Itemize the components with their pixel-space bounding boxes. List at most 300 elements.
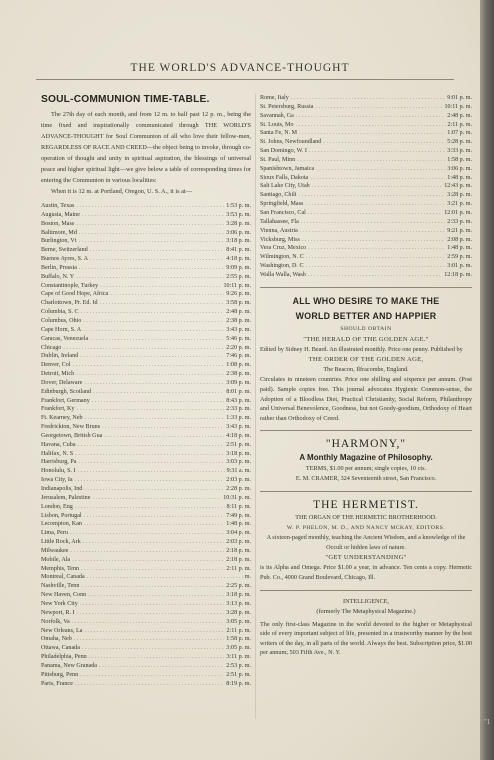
timetable-row [41, 520, 251, 529]
herald-name: "THE HERALD OF THE GOLDEN AGE." [303, 335, 429, 343]
place-name: San Domingo, W. I [260, 148, 307, 155]
local-time: 8:41 p. m. [226, 247, 251, 254]
local-time: 2:55 p. m. [226, 273, 251, 280]
leader-dots [306, 262, 446, 271]
leader-dots [81, 565, 224, 574]
timetable-row [260, 103, 472, 112]
local-time: 2:51 p. m. [226, 671, 251, 678]
timetable-row [41, 485, 251, 494]
hermetist-quote: "GET UNDERSTANDING" [325, 554, 407, 562]
page-edge-shadow [480, 0, 494, 760]
local-time: 2:38 p. m. [226, 317, 251, 324]
timetable-row [260, 182, 472, 191]
local-time: 2:20 p. m. [226, 344, 251, 351]
local-time: 5:46 p. m. [226, 335, 251, 342]
leader-dots [85, 414, 225, 423]
timetable-row [260, 112, 472, 121]
timetable-row [41, 653, 251, 662]
timetable-row [41, 414, 251, 423]
local-time: 1:07 p. m. [447, 130, 472, 137]
timetable-row [41, 662, 251, 671]
timetable-row [41, 635, 251, 644]
place-name: Norfolk, Va [41, 618, 70, 625]
leader-dots [76, 220, 224, 229]
leader-dots [84, 512, 225, 521]
timetable-row [41, 379, 251, 388]
timetable-row [41, 582, 251, 591]
timetable-row [260, 200, 472, 209]
hermetist-desc: A sixteen-paged monthly, teaching the Ancient Wisdom, and a knowledge of the Occult or hidden laws of nature. [266, 534, 466, 551]
timetable-intro-2: When it is 12 m. at Portland, Oregon, U. S. A., it is at— [51, 188, 192, 195]
local-time: 2:48 p. m. [447, 112, 472, 119]
harmony-subtitle: A Monthly Magazine of Philosophy. [299, 453, 433, 463]
leader-dots [81, 582, 224, 591]
leader-dots [78, 441, 225, 450]
place-name: New Haven, Conn [41, 592, 87, 599]
local-time: 2:33 p. m. [226, 406, 251, 413]
timetable-row [41, 246, 251, 255]
timetable-row [41, 547, 251, 556]
place-name: Vera Cruz, Mexico [260, 245, 307, 252]
place-name: Dover, Delaware [41, 379, 83, 386]
place-name: Chicago [41, 344, 62, 351]
leader-dots [78, 467, 225, 476]
herald-order: THE ORDER OF THE GOLDEN AGE, [308, 356, 424, 364]
place-name: Savannah, Ga [260, 112, 294, 119]
timetable-row [41, 388, 251, 397]
place-name: Philadelphia, Penn [41, 654, 87, 661]
local-time: 1:58 p. m. [447, 156, 472, 163]
local-time: 3:43 p. m. [226, 326, 251, 333]
leader-dots [83, 538, 225, 547]
place-name: Lecompton, Kan [41, 521, 82, 528]
timetable-row [41, 538, 251, 547]
leader-dots [70, 529, 224, 538]
place-name: Buenos Ayres, S. A [41, 256, 89, 263]
leader-dots [90, 335, 224, 344]
herald-address: The Beacon, Ilfracombe, England. [323, 366, 409, 374]
place-name: Iowa City, Ia [41, 477, 73, 484]
timetable-row [260, 94, 472, 103]
local-time: 3:53 p. m. [226, 211, 251, 218]
place-name: St. Johns, Newfoundland [260, 139, 322, 146]
local-time: 9:09 p. m. [226, 264, 251, 271]
local-time: 12:01 p. m. [444, 209, 472, 216]
place-name: Harrisburg, Pa [41, 459, 77, 466]
section-rule [260, 590, 472, 591]
leader-dots [100, 299, 225, 308]
local-time: 2:18 p. m. [226, 547, 251, 554]
leader-dots [312, 182, 443, 191]
place-name: Frankfort, Germany [41, 397, 90, 404]
local-time: 10:11 p. m. [223, 282, 251, 289]
local-time: 2:03 p. m. [226, 539, 251, 546]
leader-dots [76, 202, 224, 211]
timetable-row [41, 503, 251, 512]
harmony-publisher: E. M. CRAMER, 324 Seventeenth street, San Francisco. [295, 475, 437, 483]
timetable-row [41, 450, 251, 459]
local-time: 3:43 p. m. [226, 424, 251, 431]
place-name: Burlington, Vt [41, 238, 77, 245]
leader-dots [308, 244, 445, 253]
place-name: Sioux Falls, Dakota [260, 174, 309, 181]
section-rule [260, 287, 472, 288]
place-name: Charlottown, Pr. Ed. Id [41, 300, 98, 307]
timetable-row [41, 220, 251, 229]
place-name: St. Louis, Mo [260, 121, 294, 128]
timetable-row [260, 129, 472, 138]
place-name: Ottawa, Canada [41, 645, 80, 652]
local-time: 3:28 p. m. [226, 220, 251, 227]
local-time: 9:01 p. m. [447, 95, 472, 101]
place-name: Pittsburg, Penn [41, 671, 79, 678]
local-time: 4:18 p. m. [226, 432, 251, 439]
place-name: Little Rock, Ark [41, 539, 81, 546]
timetable-row [41, 282, 251, 291]
place-name: Santa Fe, N. M [260, 130, 298, 137]
local-time: 2:28 p. m. [226, 486, 251, 492]
leader-dots [82, 211, 224, 220]
place-name: Georgetown, British Gua [41, 432, 103, 439]
leader-dots [84, 379, 224, 388]
leader-dots [323, 138, 445, 147]
timetable-row [260, 165, 472, 174]
place-name: London, Eng [41, 503, 73, 510]
timetable-row [41, 556, 251, 565]
timetable-row [41, 361, 251, 370]
hermetist-body: is its Alpha and Omega. Price $1.00 a year, in advance. Ten cents a copy. Hermetic Pub. Co., 4000 Grand Boulevard, Chicago, Ill. [260, 564, 472, 582]
timetable-intro: The 27th day of each month, and from 12 m. to half past 12 p. m., being the time fixed and inspirationally communicated through THE WORLD'S ADVANCE-THOUGHT for Soul Communion of all who love their fellow-men, REGARDLESS OF RACE AND CREED—the object being to invoke, through co-operation of thought and unity in spiritual aspiration, the blessings of universal peace and higher spiritual light—we give below a table of corresponding times for entering the Communion in various localities: [41, 111, 251, 184]
timetable-row [41, 467, 251, 476]
leader-dots [316, 165, 445, 174]
place-name: Fredrickton, New Bruns [41, 424, 101, 431]
local-time: 9:21 p. m. [447, 227, 472, 234]
timetable-row [41, 458, 251, 467]
place-name: Rome, Italy [260, 95, 289, 101]
leader-dots [92, 397, 225, 406]
leader-dots [75, 476, 225, 485]
timetable-row [41, 529, 251, 538]
leader-dots [297, 156, 445, 165]
timetable-row [41, 370, 251, 379]
right-column [260, 94, 472, 658]
local-time: 2:53 p. m. [226, 662, 251, 669]
place-name: Indianapolis, Ind [41, 486, 83, 492]
place-name: Baltimore, Md [41, 229, 77, 236]
local-time: 3:28 p. m. [226, 609, 251, 616]
timetable-row [260, 209, 472, 218]
local-time: 3:58 p. m. [226, 300, 251, 307]
local-time: 1:53 p. m. [226, 203, 251, 209]
local-time: 3:06 p. m. [226, 229, 251, 236]
local-time: 3:03 p. m. [226, 459, 251, 466]
local-time: 2:18 p. m. [226, 556, 251, 563]
timetable-row [260, 244, 472, 253]
timetable-row [41, 264, 251, 273]
leader-dots [305, 200, 445, 209]
timetable-list-right [260, 94, 472, 280]
place-name: Memphis, Tenn [41, 565, 80, 572]
leader-dots [83, 326, 224, 335]
timetable-row [41, 211, 251, 220]
local-time: 3:18 p. m. [226, 450, 251, 457]
timetable-row [41, 680, 251, 689]
timetable-row [41, 618, 251, 627]
timetable-row [41, 237, 251, 246]
leader-dots [80, 671, 224, 680]
leader-dots [80, 600, 225, 609]
timetable-row [41, 290, 251, 299]
local-time: 12:18 p. m. [444, 271, 472, 278]
timetable-row [41, 432, 251, 441]
timetable-row [41, 565, 251, 574]
leader-dots [84, 485, 224, 494]
local-time: 2:48 p. m. [226, 309, 251, 316]
leader-dots [87, 573, 243, 582]
leader-dots [88, 591, 224, 600]
hermetist-advertisement [260, 498, 472, 582]
place-name: Walla Walla, Wash [260, 271, 306, 278]
leader-dots [77, 405, 225, 414]
place-name: Vicksburg, Miss [260, 236, 300, 243]
place-name: Havana, Cuba [41, 441, 76, 448]
leader-dots [75, 503, 225, 512]
place-name: Boston, Mass [41, 220, 75, 227]
local-time: 2:33 p. m. [447, 218, 472, 225]
local-time: 3:09 p. m. [226, 379, 251, 386]
place-name: Ft. Kearney, Neb [41, 415, 83, 422]
leader-dots [92, 494, 221, 503]
place-name: Columbus, Ohio [41, 317, 82, 324]
leader-dots [80, 352, 224, 361]
place-name: Columbia, S. C [41, 309, 79, 316]
leader-dots [74, 635, 224, 644]
place-name: Constantinople, Turkey [41, 282, 99, 289]
place-name: St. Paul, Minn [260, 156, 296, 163]
leader-dots [84, 627, 224, 636]
herald-should-obtain: SHOULD OBTAIN [340, 325, 392, 332]
local-time: 3:28 p. m. [447, 192, 472, 199]
place-name: Berne, Switzerland [41, 247, 88, 254]
leader-dots [77, 609, 225, 618]
timetable-row [260, 262, 472, 271]
place-name: Omaha, Neb [41, 636, 72, 643]
leader-dots [84, 520, 224, 529]
timetable-row [41, 644, 251, 653]
leader-dots [308, 209, 442, 218]
leader-dots [99, 662, 224, 671]
leader-dots [310, 174, 445, 183]
timetable-row [260, 174, 472, 183]
leader-dots [81, 308, 225, 317]
place-name: Dublin, Ireland [41, 353, 79, 360]
place-name: Paris, France [41, 680, 73, 687]
herald-title-line2: WORLD BETTER AND HAPPIER [295, 310, 437, 321]
timetable-row [260, 227, 472, 236]
place-name: Buffalo, N. Y [41, 273, 75, 280]
local-time: 9:26 p. m. [226, 291, 251, 298]
herald-advertisement [260, 294, 472, 424]
place-name: Montreal, Canada [41, 574, 85, 581]
local-time: 12:43 p. m. [444, 183, 472, 190]
timetable-row [41, 299, 251, 308]
timetable-row [41, 317, 251, 326]
local-time: 7:46 p. m. [226, 353, 251, 360]
timetable-row [41, 273, 251, 282]
local-time: 2:11 p. m. [447, 121, 472, 128]
local-time: 3:11 p. m. [226, 654, 251, 661]
place-name: Augusta, Maine [41, 211, 80, 218]
place-name: Panama, New Granada [41, 662, 98, 669]
local-time: 3:04 p. m. [226, 530, 251, 537]
local-time: 10:11 p. m. [444, 103, 472, 110]
place-name: Caracas, Venezuela [41, 335, 89, 342]
intelligence-title: INTELLIGENCE, [343, 597, 389, 605]
timetable-row [41, 255, 251, 264]
leader-dots [70, 547, 224, 556]
intelligence-advertisement [260, 597, 472, 658]
local-time: 8:19 p. m. [226, 680, 251, 687]
leader-dots [100, 282, 221, 291]
leader-dots [75, 680, 224, 689]
timetable-row [41, 627, 251, 636]
timetable-row [41, 573, 251, 582]
leader-dots [299, 191, 446, 200]
local-time: 9:31 a. m. [226, 468, 251, 475]
place-name: Wilmington, N. C [260, 254, 304, 261]
timetable-row [260, 253, 472, 262]
timetable-row [41, 229, 251, 238]
place-name: Detroit, Mich [41, 371, 75, 378]
local-time: 4:18 p. m. [226, 256, 251, 263]
place-name: Berlin, Prussia [41, 264, 77, 271]
place-name: Vienna, Austria [260, 227, 298, 234]
local-time: 2:25 p. m. [226, 583, 251, 590]
leader-dots [315, 103, 442, 112]
leader-dots [82, 644, 224, 653]
local-time: 7:49 p. m. [226, 512, 251, 519]
local-time: 1:08 p. m. [226, 362, 251, 369]
local-time: 8:01 p. m. [226, 388, 251, 395]
timetable-row [41, 397, 251, 406]
intelligence-formerly: (formerly The Metaphysical Magazine.) [316, 607, 416, 615]
leader-dots [309, 147, 445, 156]
hermetist-organ: THE ORGAN OF THE HERMETIC BROTHERHOOD. [295, 514, 437, 522]
place-name: Santiago, Chili [260, 192, 297, 199]
leader-dots [78, 458, 224, 467]
local-time: 1:33 p. m. [226, 415, 251, 422]
hermetist-title: THE HERMETIST. [313, 499, 419, 512]
leader-dots [299, 129, 445, 138]
leader-dots [308, 271, 442, 280]
timetable-row [41, 591, 251, 600]
leader-dots [306, 253, 446, 262]
leader-dots [301, 218, 445, 227]
place-name: Tallahassee, Fla [260, 218, 299, 225]
column-separator [255, 94, 256, 719]
timetable-row [260, 147, 472, 156]
place-name: Edinburgh, Scotland [41, 388, 91, 395]
timetable-row [41, 476, 251, 485]
local-time: 3:13 p. m. [226, 600, 251, 607]
leader-dots [72, 556, 224, 565]
local-time: 3:05 p. m. [226, 645, 251, 652]
leader-dots [89, 653, 225, 662]
timetable-row [41, 344, 251, 353]
timetable-row [260, 236, 472, 245]
leader-dots [75, 450, 224, 459]
local-time: 2:11 p. m. [226, 627, 251, 634]
local-time: 2:38 p. m. [226, 371, 251, 378]
place-name: Austin, Texas [41, 203, 75, 209]
place-name: Honolulu, S. I [41, 468, 76, 475]
local-time: 3:05 p. m. [226, 618, 251, 625]
leader-dots [79, 229, 224, 238]
hermetist-editors: W. P. PHELON, M. D., AND NANCY MCKAY, EDITORS. [286, 525, 446, 532]
timetable-row [41, 441, 251, 450]
leader-dots [291, 94, 446, 103]
timetable-row [260, 271, 472, 280]
local-time: 1:48 p. m. [226, 521, 251, 528]
timetable-list-left [41, 202, 251, 688]
local-time: 8:11 p. m. [226, 503, 251, 510]
leader-dots [76, 370, 224, 379]
local-time: 3:18 p. m. [226, 592, 251, 599]
place-name: Newport, R. I [41, 609, 75, 616]
local-time: 2:11 p. m. [226, 565, 251, 572]
timetable-row [41, 512, 251, 521]
timetable-row [41, 335, 251, 344]
leader-dots [73, 361, 225, 370]
local-time: 10:31 p. m. [223, 494, 251, 501]
leader-dots [79, 264, 224, 273]
local-time: 3:33 p. m. [447, 148, 472, 155]
left-column [41, 94, 251, 688]
place-name: Cape Horn, S. A [41, 326, 82, 333]
harmony-terms: TERMS, $1.00 per annum; single copies, 10 cts. [305, 465, 427, 473]
place-name: Nashville, Tenn [41, 583, 80, 590]
leader-dots [102, 423, 224, 432]
leader-dots [90, 255, 224, 264]
local-time: 1:58 p. m. [226, 636, 251, 643]
leader-dots [104, 432, 224, 441]
local-time: 2:59 p. m. [447, 254, 472, 261]
leader-dots [296, 121, 446, 130]
section-rule [260, 430, 472, 431]
timetable-row [260, 191, 472, 200]
local-time: 2:51 p. m. [226, 441, 251, 448]
place-name: Salt Lake City, Utah [260, 183, 310, 190]
place-name: Lisbon, Portugal [41, 512, 82, 519]
timetable-row [260, 156, 472, 165]
leader-dots [78, 237, 224, 246]
herald-title-line1: ALL WHO DESIRE TO MAKE THE [292, 295, 440, 306]
place-name: Washington, D. C [260, 263, 304, 270]
local-time: 3:18 p. m. [226, 238, 251, 245]
timetable-row [41, 423, 251, 432]
local-time: 8:43 p. m. [226, 397, 251, 404]
harmony-title: "HARMONY," [325, 438, 407, 451]
place-name: Halifax, N. S [41, 450, 74, 457]
place-name: Cape of Good Hope, Africa [41, 291, 109, 298]
place-name: St. Petersburg, Russia [260, 103, 314, 110]
local-time: 1:48 p. m. [447, 174, 472, 181]
leader-dots [90, 246, 225, 255]
local-time: 3:06 p. m. [447, 165, 472, 172]
header-rule [36, 79, 454, 80]
place-name: San Francisco, Cal [260, 209, 306, 216]
place-name: Milwaukee [41, 547, 69, 554]
